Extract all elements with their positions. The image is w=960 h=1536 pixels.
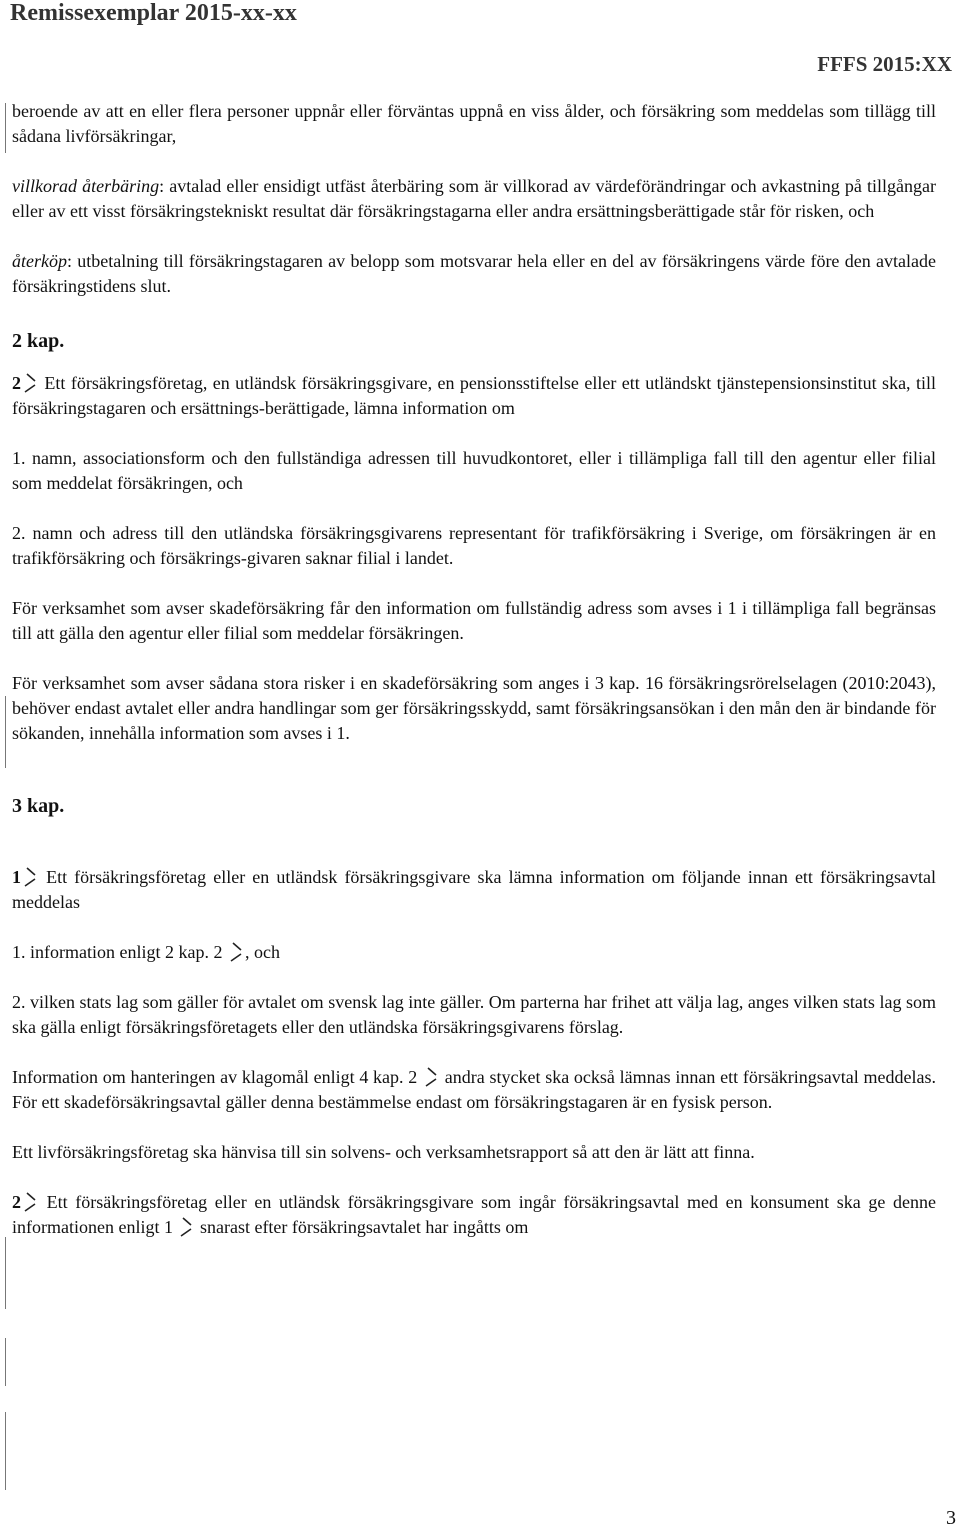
paragraph-text: Information om hanteringen av klagomål enligt 4 kap. 2	[12, 1067, 418, 1087]
definition-villkorad-aterbaring	[12, 174, 936, 224]
change-bar	[5, 1237, 6, 1309]
definition-text: : utbetalning till försäkringstagaren av belopp som motsvarar hela eller en del av försäkringens värde före den avtalade försäkringstidens slut.	[12, 251, 936, 296]
section-text: Ett försäkringsföretag eller en utländsk försäkringsgivare ska lämna information om följande innan ett försäkringsavtal meddelas	[12, 867, 936, 912]
section-paragraph	[12, 865, 936, 915]
term: villkorad återbäring	[12, 176, 160, 196]
change-bar	[5, 103, 6, 153]
paragraph: beroende av att en eller flera personer uppnår eller förväntas uppnå en viss ålder, och försäkring som meddelas som tillägg till sådana livförsäkringar,	[12, 101, 936, 146]
change-bar	[5, 1412, 6, 1490]
section-sign-icon	[23, 866, 37, 888]
list-item: 2. namn och adress till den utländska försäkringsgivarens representant för trafikförsäkring i Sverige, om försäkringen är en trafikförsäkring och försäkrings-givaren saknar filial i landet.	[12, 523, 936, 568]
list-item	[12, 940, 936, 965]
section-number: 1	[12, 867, 21, 887]
section-sign-icon	[23, 1191, 37, 1213]
section-sign-icon	[424, 1066, 438, 1088]
paragraph: För verksamhet som avser sådana stora risker i en skadeförsäkring som anges i 3 kap. 16 försäkringsrörelselagen (2010:2043), behöver endast avtalet eller andra handlingar som ger försäkringsskydd, samt försäkringsansökan i den mån den är bindande för sökanden, innehålla information som avses i 1.	[12, 673, 936, 743]
paragraph: För verksamhet som avser skadeförsäkring får den information om fullständig adress som avses i 1 i tillämpliga fall begränsas till att gälla den agentur eller filial som meddelar försäkringen.	[12, 598, 936, 643]
chapter-heading: 2 kap.	[12, 330, 65, 352]
section-sign-icon	[229, 941, 243, 963]
chapter-heading: 3 kap.	[12, 795, 65, 817]
section-number: 2	[12, 1192, 21, 1212]
section-number: 2	[12, 373, 21, 393]
section-sign-icon	[179, 1216, 193, 1238]
page-number: 3	[946, 1507, 956, 1529]
document-watermark-title: Remissexemplar 2015-xx-xx	[10, 0, 297, 26]
section-sign-icon	[23, 372, 37, 394]
list-item: 1. namn, associationsform och den fullständiga adressen till huvudkontoret, eller i tillämpliga fall till den agentur eller filial som meddelat försäkringen, och	[12, 448, 936, 493]
section-text: snarast efter försäkringsavtalet har ingåtts om	[195, 1217, 529, 1237]
paragraph: Ett livförsäkringsföretag ska hänvisa till sin solvens- och verksamhetsrapport så att den är lätt att finna.	[12, 1142, 755, 1162]
section-paragraph	[12, 371, 936, 421]
list-item: 2. vilken stats lag som gäller för avtalet om svensk lag inte gäller. Om parterna har frihet att välja lag, anges vilken stats lag som ska gälla enligt försäkringsföretagets eller den utländska försäkringsgivarens förslag.	[12, 992, 936, 1037]
definition-text: : avtalad eller ensidigt utfäst återbäring som är villkorad av värdeförändringar och avkastning på tillgångar eller av ett visst försäkringstekniskt resultat där försäkringstagarna eller andra ersättningsberättigade står för risken, och	[12, 176, 936, 221]
document-body	[12, 99, 936, 1240]
section-text: Ett försäkringsföretag, en utländsk försäkringsgivare, en pensionsstiftelse eller ett utländskt tjänstepensionsinstitut ska, till försäkringstagaren och ersättnings-berättigade, lämna information om	[12, 373, 936, 418]
list-item-text: , och	[244, 942, 280, 962]
change-bar	[5, 1338, 6, 1386]
section-paragraph	[12, 1190, 936, 1240]
paragraph-text: andra stycket ska också lämnas innan ett försäkringsavtal meddelas. För ett skadeförsäkringsavtal gäller denna bestämmelse endast om försäkringstagaren är en fysisk person.	[12, 1067, 936, 1112]
paragraph	[12, 1065, 936, 1115]
list-item-text: 1. information enligt 2 kap. 2	[12, 942, 223, 962]
section-text: Ett försäkringsföretag eller en utländsk försäkringsgivare som ingår försäkringsavtal med en konsument ska ge denne informationen enligt 1	[12, 1192, 936, 1237]
change-bar	[5, 696, 6, 768]
definition-aterkop	[12, 249, 936, 299]
regulation-code: FFFS 2015:XX	[817, 52, 952, 76]
term: återköp	[12, 251, 67, 271]
